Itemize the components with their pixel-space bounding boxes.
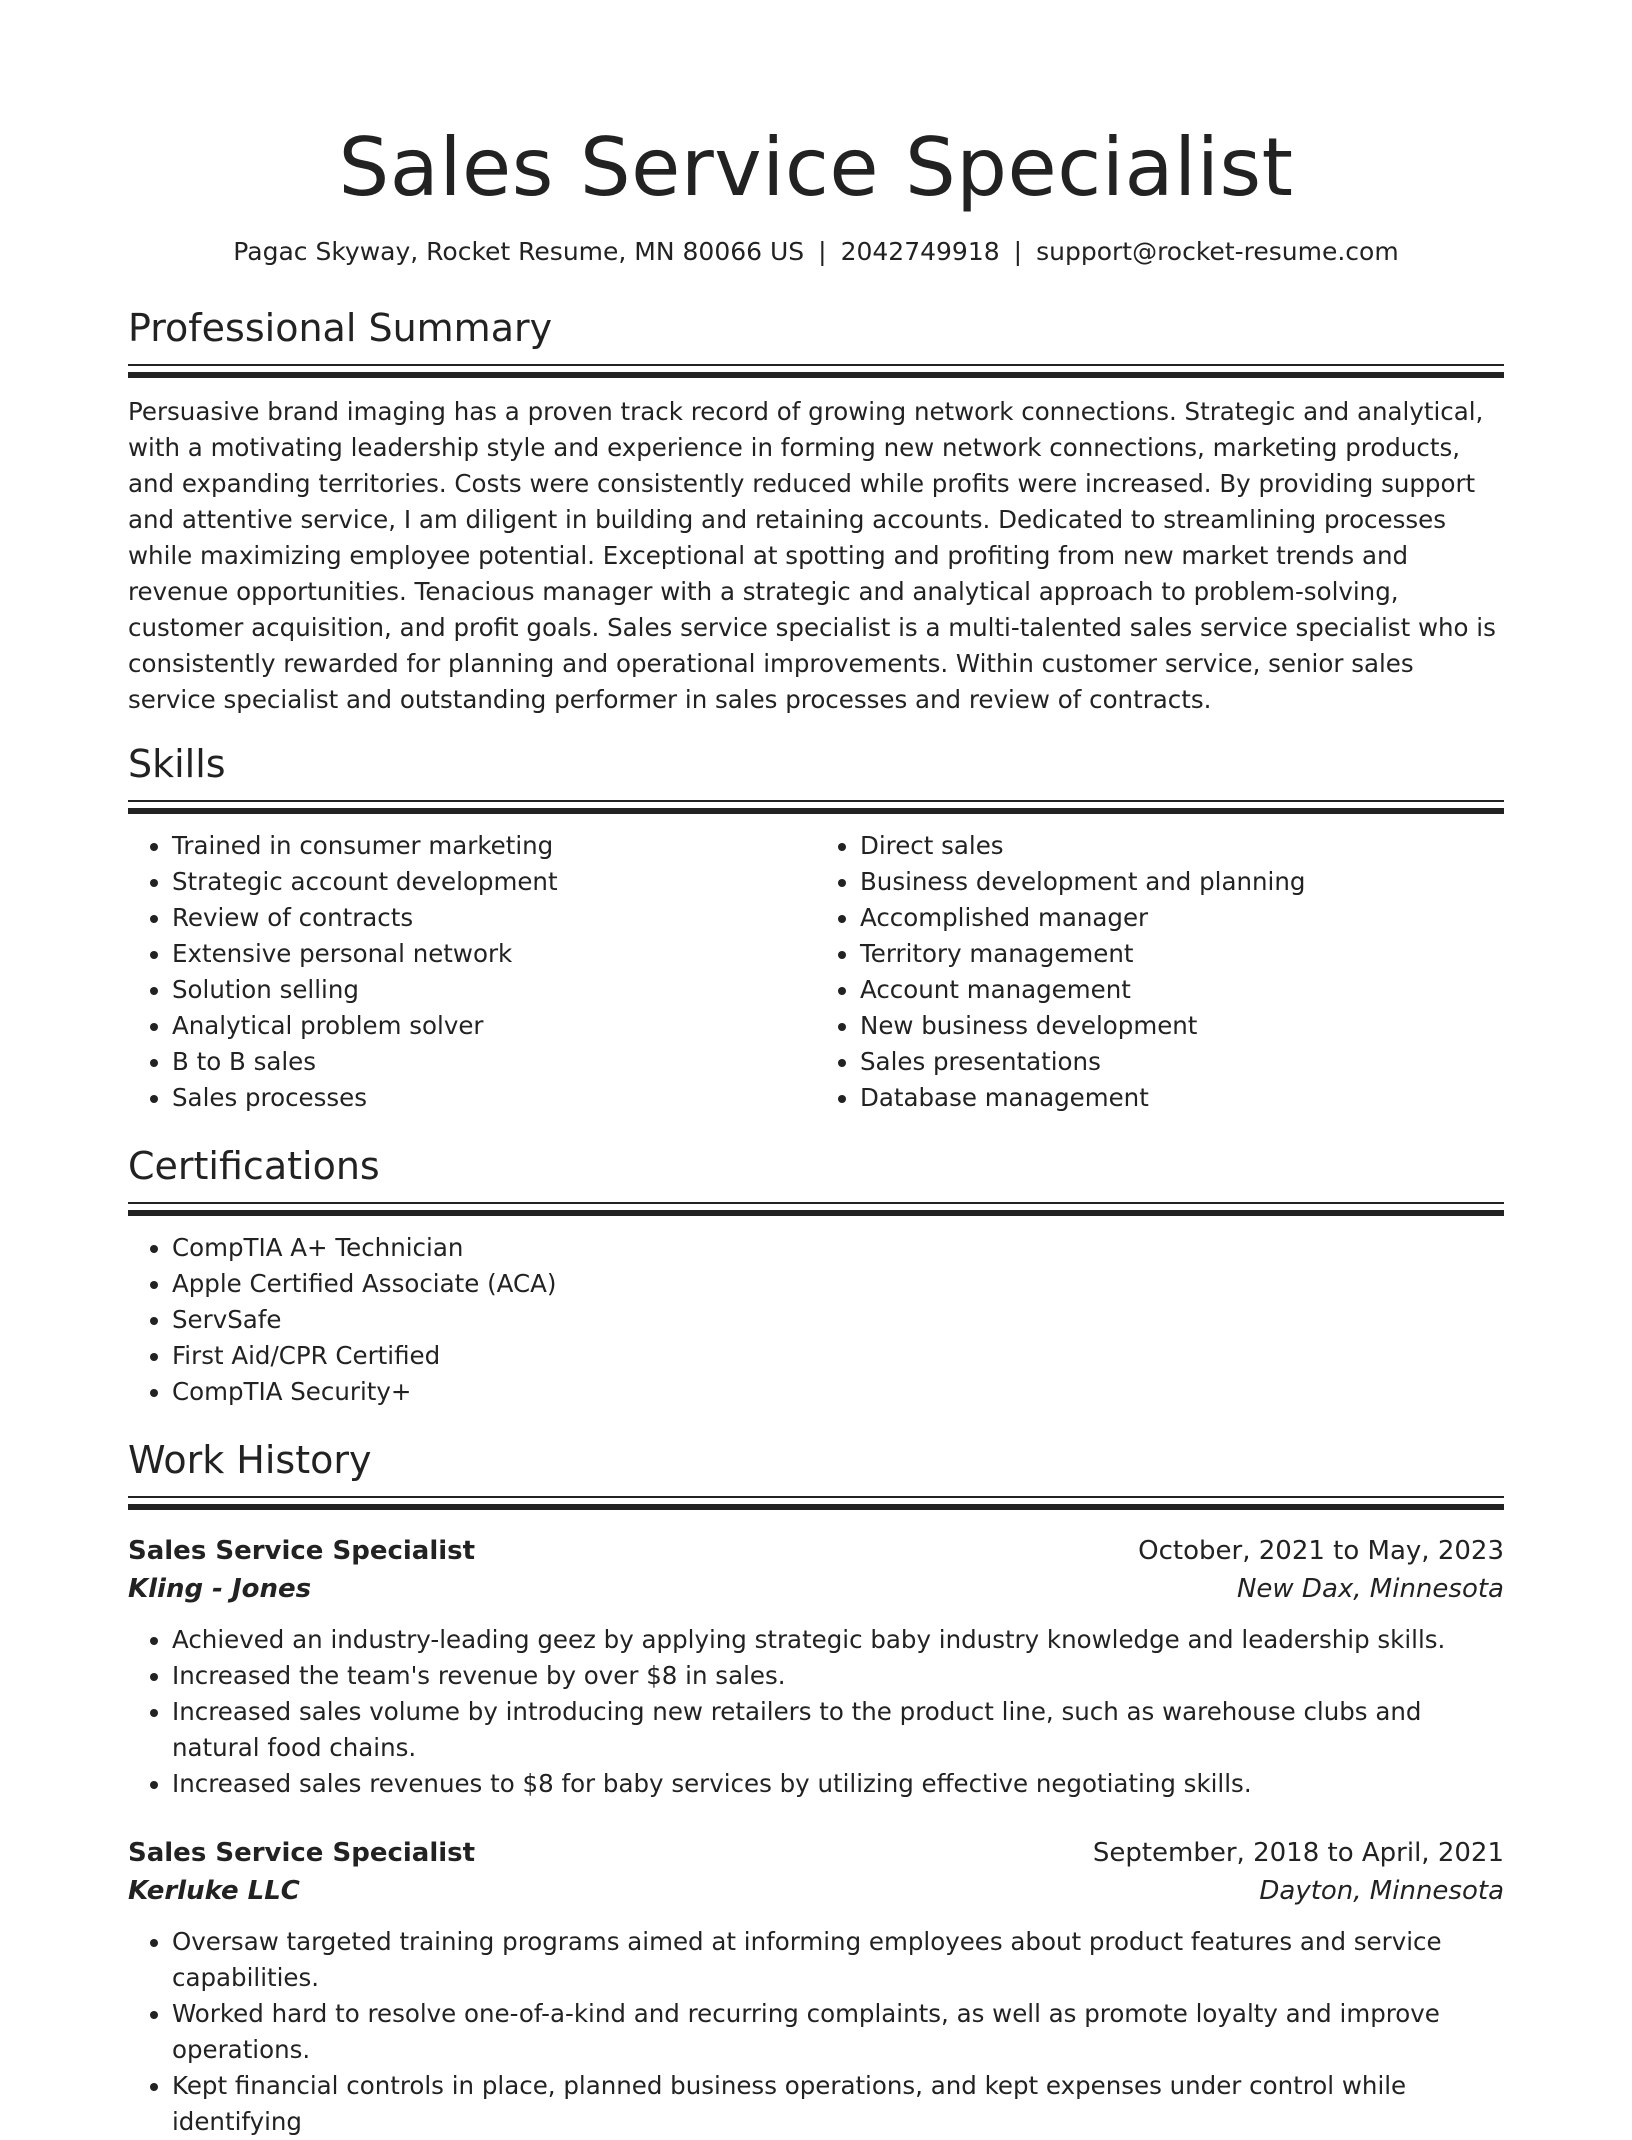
section-divider bbox=[128, 1496, 1504, 1512]
skill-item: • Business development and planning bbox=[860, 864, 1504, 900]
job-bullets bbox=[128, 1622, 1504, 1802]
skill-item: • Solution selling bbox=[172, 972, 816, 1008]
skill-item: • Territory management bbox=[860, 936, 1504, 972]
job-bullet: • Oversaw targeted training programs aimed at informing employees about product features and service capabilities. bbox=[172, 1924, 1504, 1996]
job-bullet: • Increased sales revenues to $8 for baby services by utilizing effective negotiating skills. bbox=[172, 1766, 1504, 1802]
contact-email: support@rocket-resume.com bbox=[1036, 237, 1399, 266]
job-dates: September, 2018 to April, 2021 bbox=[1092, 1838, 1504, 1868]
skill-item: • Accomplished manager bbox=[860, 900, 1504, 936]
skill-item: • Analytical problem solver bbox=[172, 1008, 816, 1044]
skill-item: • Trained in consumer marketing bbox=[172, 828, 816, 864]
skill-item: • Sales presentations bbox=[860, 1044, 1504, 1080]
job-header-row bbox=[128, 1834, 1504, 1872]
candidate-name: Sales Service Specialist bbox=[338, 121, 1294, 214]
contact-separator: | bbox=[818, 237, 827, 266]
certifications-list bbox=[128, 1230, 1504, 1410]
contact-phone: 2042749918 bbox=[840, 237, 1000, 266]
skill-item: • Database management bbox=[860, 1080, 1504, 1116]
job-dates: October, 2021 to May, 2023 bbox=[1138, 1536, 1504, 1566]
job-entry bbox=[128, 1532, 1504, 1802]
certifications-section bbox=[128, 1142, 1504, 1410]
skill-item: • Extensive personal network bbox=[172, 936, 816, 972]
summary-text: Persuasive brand imaging has a proven track record of growing network connections. Strategic and analytical, with a motivating leadership style and experience in forming new network connections, marketing products, and expanding territories. Costs were consistently reduced while profits were increased. By providing support and attentive service, I am diligent in building and retaining accounts. Dedicated to streamlining processes while maximizing employee potential. Exceptional at spotting and profiting from new market trends and revenue opportunities. Tenacious manager with a strategic and analytical approach to problem-solving, customer acquisition, and profit goals. Sales service specialist is a multi-talented sales service specialist who is consistently rewarded for planning and operational improvements. Within customer service, senior sales service specialist and outstanding performer in sales processes and review of contracts. bbox=[128, 397, 1496, 714]
job-title: Sales Service Specialist bbox=[128, 1838, 476, 1868]
job-company: Kerluke LLC bbox=[128, 1876, 300, 1906]
job-location: New Dax, Minnesota bbox=[1236, 1574, 1504, 1604]
job-company-row bbox=[128, 1570, 1504, 1608]
skill-item: • Review of contracts bbox=[172, 900, 816, 936]
section-divider bbox=[128, 800, 1504, 816]
skill-item: • New business development bbox=[860, 1008, 1504, 1044]
skill-item: • Sales processes bbox=[172, 1080, 816, 1116]
skill-item: • Account management bbox=[860, 972, 1504, 1008]
certification-item: • Apple Certified Associate (ACA) bbox=[172, 1266, 1504, 1302]
contact-line bbox=[128, 234, 1504, 270]
job-bullets bbox=[128, 1924, 1504, 2140]
job-title: Sales Service Specialist bbox=[128, 1536, 476, 1566]
certification-item: • First Aid/CPR Certified bbox=[172, 1338, 1504, 1374]
job-entry bbox=[128, 1834, 1504, 2140]
job-bullet: • Kept financial controls in place, planned business operations, and kept expenses under control while identifying bbox=[172, 2068, 1504, 2140]
section-title-skills: Skills bbox=[128, 742, 226, 786]
job-bullet: • Increased the team's revenue by over $8 in sales. bbox=[172, 1658, 1504, 1694]
skills-section bbox=[128, 740, 1504, 1116]
job-location: Dayton, Minnesota bbox=[1259, 1876, 1504, 1906]
summary-section bbox=[128, 304, 1504, 718]
job-header-row bbox=[128, 1532, 1504, 1570]
job-bullet: • Achieved an industry-leading geez by applying strategic baby industry knowledge and leadership skills. bbox=[172, 1622, 1504, 1658]
section-divider bbox=[128, 364, 1504, 380]
section-title-summary: Professional Summary bbox=[128, 306, 553, 350]
resume-page bbox=[128, 118, 1504, 2140]
contact-separator: | bbox=[1013, 237, 1023, 266]
certification-item: • CompTIA Security+ bbox=[172, 1374, 1504, 1410]
skills-grid bbox=[128, 828, 1504, 1116]
certification-item: • ServSafe bbox=[172, 1302, 1504, 1338]
skills-list-left bbox=[128, 828, 816, 1116]
section-title-certifications: Certifications bbox=[128, 1144, 380, 1188]
skill-item: • B to B sales bbox=[172, 1044, 816, 1080]
work-history-section bbox=[128, 1436, 1504, 2140]
skill-item: • Direct sales bbox=[860, 828, 1504, 864]
contact-address: Pagac Skyway, Rocket Resume, MN 80066 US bbox=[233, 237, 805, 266]
skill-item: • Strategic account development bbox=[172, 864, 816, 900]
job-company: Kling - Jones bbox=[128, 1574, 312, 1604]
job-company-row bbox=[128, 1872, 1504, 1910]
skills-list-right bbox=[816, 828, 1504, 1116]
section-divider bbox=[128, 1202, 1504, 1218]
job-bullet: • Worked hard to resolve one-of-a-kind and recurring complaints, as well as promote loyalty and improve operations. bbox=[172, 1996, 1504, 2068]
section-title-work-history: Work History bbox=[128, 1438, 372, 1482]
certification-item: • CompTIA A+ Technician bbox=[172, 1230, 1504, 1266]
job-bullet: • Increased sales volume by introducing new retailers to the product line, such as warehouse clubs and natural food chains. bbox=[172, 1694, 1504, 1766]
